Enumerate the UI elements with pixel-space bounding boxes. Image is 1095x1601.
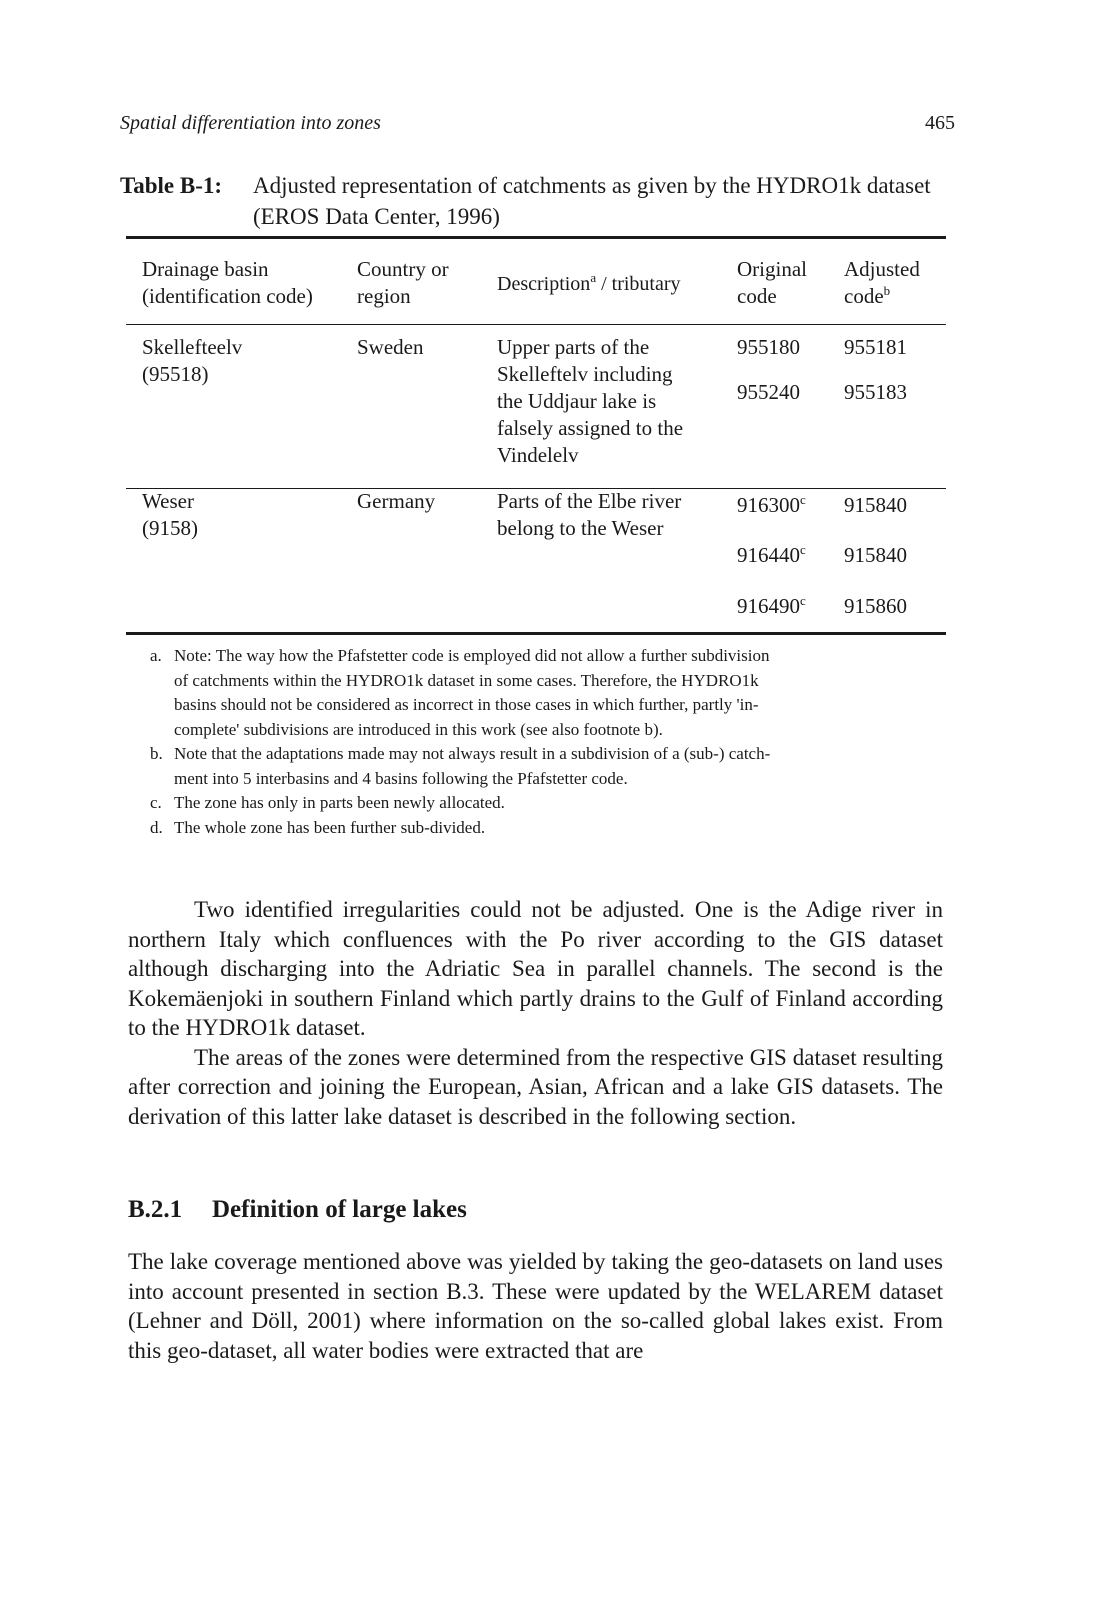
row-1-adjusted-code-1: 955181 [844,335,907,359]
section-title: Definition of large lakes [212,1196,467,1223]
row-1-original-code-2: 955240 [737,380,800,404]
row-1-adjusted-code-2: 955183 [844,380,907,404]
row-2-basin: Weser (9158) [142,489,198,540]
footnote-b: b. Note that the adaptations made may not always result in a subdivision of a (sub-) catch- ment into 5 interbasins and 4 basins following the Pfafstetter code. [150,744,771,788]
header-description: Description$^a$ / tributary [497,270,681,295]
section-paragraph: The lake coverage mentioned above was yielded by taking the geo-datasets on land uses into account presented in section B.3. These were updated by the WELAREM dataset (Lehner and Döll, 2001) where information on the so-called global lakes exist. From this geo-dataset, all water bodies were extracted that are [128,1249,943,1363]
row-2-description: Parts of the Elbe river belong to the Weser [497,489,682,540]
row-2-adjusted-code-3: 915860 [844,594,907,618]
row-2-original-code-3: 916490$^c$ [737,593,806,618]
section-heading [128,1196,467,1224]
header-rule [126,324,946,325]
row-2-original-code-1: 916300$^c$ [737,492,806,517]
row-2-adjusted-code-2: 915840 [844,543,907,567]
catchments-table [126,236,946,636]
table-caption [120,170,960,232]
row-2-original-code-2: 916440$^c$ [737,542,806,567]
section-body [128,1247,943,1365]
header-country: Country or region [357,257,449,308]
footnote-d: d. The whole zone has been further sub-divided. [150,817,486,837]
paragraph-2: The areas of the zones were determined from the respective GIS dataset resulting after correction and joining the European, Asian, African and a lake GIS datasets. The derivation of this latter lake dataset is described in the following section. [128,1044,943,1129]
row-1-original-code-1: 955180 [737,335,800,359]
table-footnotes [150,644,940,840]
table-bottom-rule [126,632,946,635]
body-text [128,895,943,1131]
page-number: 465 [925,112,955,134]
header-basin: Drainage basin (identification code) [142,257,313,308]
running-title: Spatial differentiation into zones [120,112,381,134]
row-2-country: Germany [357,489,436,513]
page-header [120,112,955,142]
header-adjusted-code: Adjusted code$^b$ [844,257,920,308]
caption-line-1: Adjusted representation of catchments as given by the HYDRO1k dataset [253,173,931,198]
row-1-description: Upper parts of the Skelleftelv including the Uddjaur lake is falsely assigned to the Vindelelv [497,335,684,467]
table-top-rule [126,236,946,239]
caption-line-2: (EROS Data Center, 1996) [253,204,500,229]
row-2-adjusted-code-1: 915840 [844,493,907,517]
header-original-code: Original code [737,257,807,308]
section-number: B.2.1 [128,1196,183,1223]
row-1-country: Sweden [357,335,424,359]
footnote-c: c. The zone has only in parts been newly allocated. [150,793,505,812]
paragraph-1: Two identified irregularities could not be adjusted. One is the Adige river in northern Italy which confluences with the Po river according to the GIS dataset although discharging into the Adriatic Sea in parallel channels. The second is the Kokemäenjoki in southern Finland which partly drains to the Gulf of Finland according to the HYDRO1k dataset. [128,897,943,1040]
table-label: Table B-1: [120,173,223,198]
row-1-basin: Skellefteelv (95518) [142,335,243,386]
footnote-a: a. Note: The way how the Pfafstetter code is employed did not allow a further subdivision of catchments within the HYDRO1k dataset in some cases. Therefore, the HYDRO1k basins should not be considered as incorrect in those cases in which further, partly 'in- complete' subdivisions are introduced in this work (see also footnote b). [150,646,770,739]
